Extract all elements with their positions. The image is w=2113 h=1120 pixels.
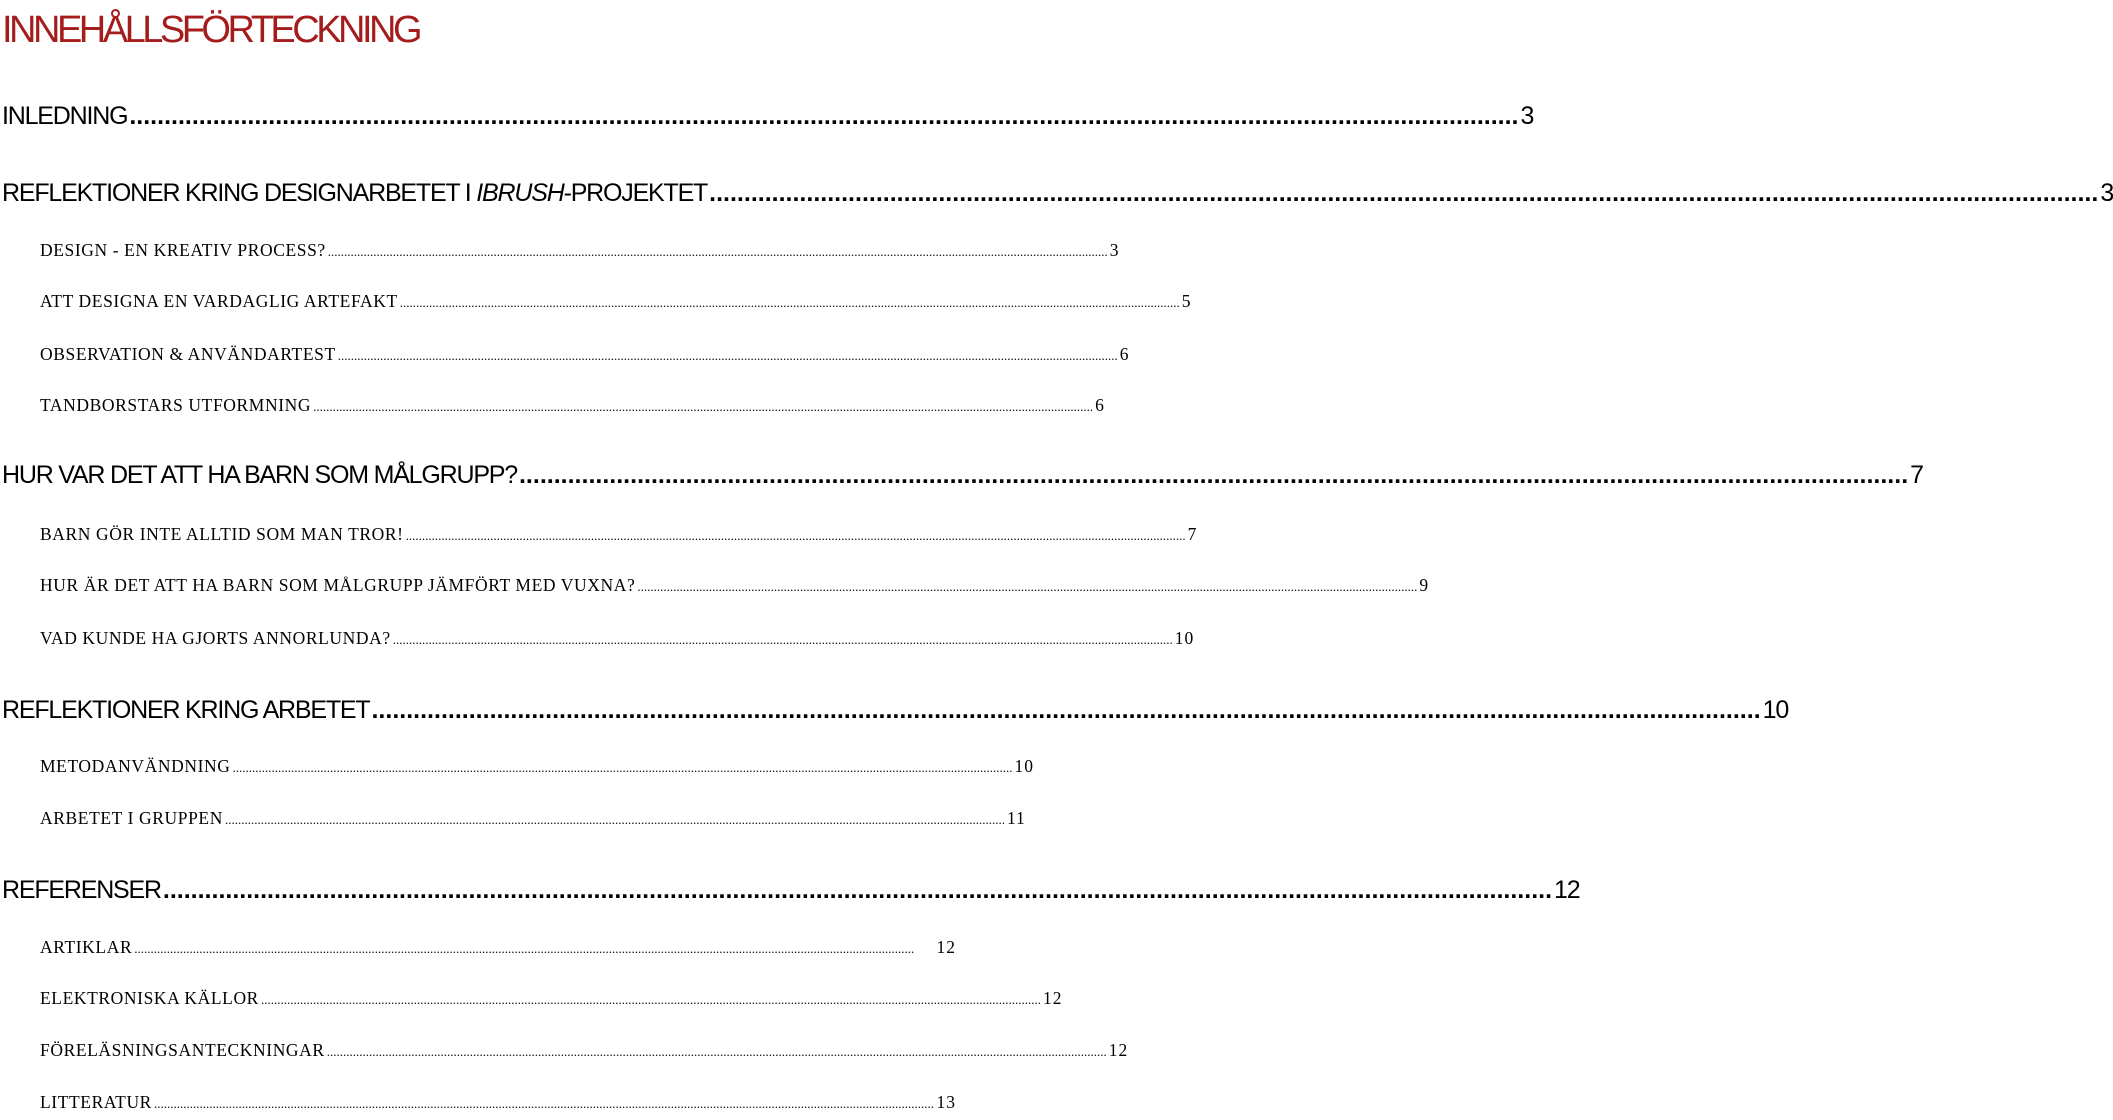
toc-entry-label: VAD KUNDE HA GJORTS ANNORLUNDA? [40,628,391,648]
toc-entry-label: METODANVÄNDNING [40,756,231,776]
toc-entry-page: 10 [1762,696,1789,724]
dot-leader: ................................................................................................................................................................................................................................................ [134,941,915,956]
dot-leader: ........................................................................................................................................................................................................ [709,179,2099,207]
toc-entry-barn-jamfort-vuxna[interactable] [40,569,1430,601]
dot-leader: ................................................................................................................................................................................................................................................ [637,579,1418,594]
toc-entry-tandborstars-utformning[interactable] [40,389,1105,421]
toc-entry-annorlunda[interactable] [40,622,1195,654]
toc-entry-label: ATT DESIGNA EN VARDAGLIG ARTEFAKT [40,291,398,311]
toc-entry-arbetet-i-gruppen[interactable] [40,802,1026,834]
toc-title: INNEHÅLLSFÖRTECKNING [2,9,420,51]
toc-entry-page: 11 [1006,808,1026,828]
toc-entry-page: 3 [1109,240,1120,260]
dot-leader: ................................................................................................................................................................................................................................................ [326,1044,1107,1059]
toc-entry-barn-gor-inte[interactable] [40,518,1198,550]
toc-entry-page: 3 [1520,102,1534,130]
toc-entry-observation-anvandartest[interactable] [40,338,1130,370]
toc-entry-page: 7 [1187,524,1198,544]
toc-entry-page: 12 [1554,876,1580,904]
dot-leader: ................................................................................................................................................................................................................................................ [392,632,1173,647]
toc-entry-metodanvandning[interactable] [40,750,1034,782]
toc-entry-label: ARTIKLAR [40,937,133,957]
dot-leader: ................................................................................................................................................................................................................................................ [337,348,1118,363]
toc-entry-label: ARBETET I GRUPPEN [40,808,223,828]
dot-leader: ........................................................................................................................................................................................................ [129,102,1519,130]
dot-leader: ........................................................................................................................................................................................................ [162,876,1553,904]
toc-entry-artiklar[interactable] [40,931,956,963]
dot-leader: ................................................................................................................................................................................................................................................ [327,244,1108,259]
toc-entry-label: LITTERATUR [40,1092,152,1112]
toc-entry-label: REFLEKTIONER KRING DESIGNARBETET I IBRUSH-PROJEKTET [2,179,708,207]
project-name-italic: IBRUSH [476,179,564,207]
dot-leader: ................................................................................................................................................................................................................................................ [232,760,1013,775]
dot-leader: ........................................................................................................................................................................................................ [518,461,1909,489]
toc-entry-page: 6 [1119,344,1130,364]
toc-entry-reflektioner-designarbetet[interactable] [2,173,2113,213]
toc-entry-page: 10 [1014,756,1034,776]
toc-entry-page: 7 [1910,461,1923,489]
toc-entry-page: 5 [1181,291,1192,311]
dot-leader: ................................................................................................................................................................................................................................................ [224,812,1005,827]
toc-entry-label: FÖRELÄSNINGSANTECKNINGAR [40,1040,325,1060]
toc-entry-design-kreativ-process[interactable] [40,234,1120,266]
toc-entry-label: OBSERVATION & ANVÄNDARTEST [40,344,336,364]
toc-entry-page: 12 [1042,988,1063,1008]
toc-entry-page: 12 [1108,1040,1129,1060]
toc-entry-barn-som-malgrupp[interactable] [2,455,1923,495]
toc-entry-page: 3 [2100,179,2113,207]
dot-leader: ................................................................................................................................................................................................................................................ [153,1096,934,1111]
toc-entry-label: BARN GÖR INTE ALLTID SOM MAN TROR! [40,524,404,544]
toc-entry-vardaglig-artefakt[interactable] [40,285,1192,317]
toc-entry-litteratur[interactable] [40,1086,956,1118]
dot-leader: ................................................................................................................................................................................................................................................ [313,399,1094,414]
toc-entry-page: 10 [1174,628,1195,648]
dot-leader: ........................................................................................................................................................................................................ [371,696,1761,724]
toc-entry-label: REFLEKTIONER KRING ARBETET [2,696,370,724]
toc-entry-label: HUR ÄR DET ATT HA BARN SOM MÅLGRUPP JÄMFÖRT MED VUXNA? [40,575,636,595]
toc-entry-elektroniska-kallor[interactable] [40,982,1063,1014]
toc-entry-label: HUR VAR DET ATT HA BARN SOM MÅLGRUPP? [2,461,517,489]
toc-entry-label: INLEDNING [2,102,128,130]
toc-entry-inledning[interactable] [2,96,1534,136]
dot-leader: ................................................................................................................................................................................................................................................ [260,992,1041,1007]
toc-entry-page: 12 [936,937,956,957]
toc-entry-label: TANDBORSTARS UTFORMNING [40,395,312,415]
toc-entry-reflektioner-arbetet[interactable] [2,690,1789,730]
toc-entry-forelasningsanteckningar[interactable] [40,1034,1129,1066]
dot-leader: ................................................................................................................................................................................................................................................ [399,295,1180,310]
dot-leader: ................................................................................................................................................................................................................................................ [405,528,1186,543]
toc-entry-label: ELEKTRONISKA KÄLLOR [40,988,259,1008]
toc-entry-label: REFERENSER [2,876,161,904]
toc-entry-referenser[interactable] [2,870,1580,910]
toc-entry-page: 9 [1419,575,1430,595]
toc-entry-label: DESIGN - EN KREATIV PROCESS? [40,240,326,260]
toc-entry-page: 6 [1095,395,1105,415]
toc-entry-page: 13 [936,1092,956,1112]
